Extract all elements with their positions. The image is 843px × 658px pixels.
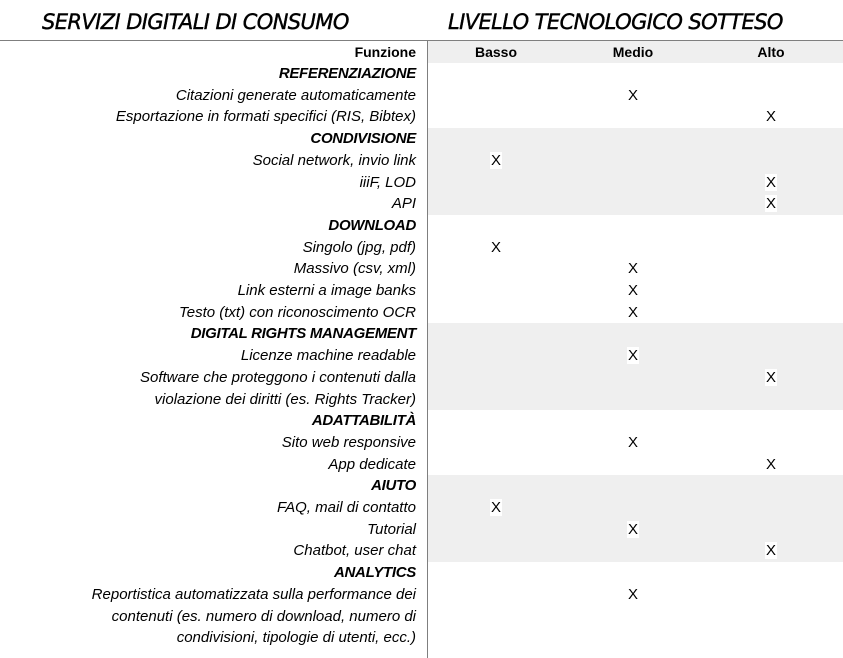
table-row [0,85,843,107]
level-mark-x: X [765,542,776,560]
column-header-row [0,41,843,63]
category-row [0,323,843,345]
table-row [0,367,843,389]
category-row [0,128,843,150]
level-mark-x: X [490,238,501,256]
category-label: REFERENZIAZIONE [278,65,416,82]
table-row [0,258,843,280]
category-label: CONDIVISIONE [310,130,416,148]
col-header-high: Alto [757,44,785,60]
level-mark-x: X [627,303,638,321]
level-mark-x: X [627,260,638,278]
level-mark [603,345,663,367]
level-mark [466,497,526,519]
level-mark [603,85,663,107]
category-row [0,410,843,432]
function-label: Sito web responsive [281,433,416,451]
level-mark-x: X [490,499,501,516]
table-row [0,302,843,324]
level-mark-x: X [765,455,776,473]
table-row [0,497,843,519]
level-mark [741,454,801,476]
table-row [0,454,843,476]
function-label: condivisioni, tipologie di utenti, ecc.) [176,629,416,647]
table-row [0,584,843,606]
function-label: Massivo (csv, xml) [293,260,416,278]
right-section-title: LIVELLO TECNOLOGICO SOTTESO [448,10,783,34]
table-row [0,172,843,194]
function-label: Software che proteggono i contenuti dalla [139,368,416,386]
function-label: iiiF, LOD [359,173,416,191]
table-row [0,280,843,302]
function-label: API [391,195,416,213]
table-row [0,237,843,259]
table-row [0,345,843,367]
function-label: App dedicate [328,455,416,473]
function-label: Citazioni generate automaticamente [175,86,416,104]
category-label: AIUTO [371,477,416,495]
left-section-title: SERVIZI DIGITALI DI CONSUMO [42,10,349,34]
level-mark [466,237,526,259]
level-mark [741,367,801,389]
category-row [0,562,843,584]
level-mark-x: X [627,520,638,538]
level-mark-x: X [627,347,638,365]
level-mark-x: X [627,282,638,299]
level-mark-x: X [627,433,638,451]
function-label: Link esterni a image banks [237,282,416,299]
function-label: violazione dei diritti (es. Rights Tracker) [154,390,416,408]
level-mark-x: X [765,368,776,386]
level-mark [741,193,801,215]
table-row [0,606,843,628]
table-row [0,150,843,172]
category-label: ANALYTICS [333,564,416,582]
level-mark-x: X [490,151,501,169]
level-mark [466,150,526,172]
level-mark-x: X [627,585,638,603]
table-row [0,106,843,128]
level-mark-x: X [765,173,776,191]
table-row [0,540,843,562]
category-row [0,63,843,85]
level-mark-x: X [627,86,638,104]
function-label: Singolo (jpg, pdf) [302,238,416,256]
table-row [0,627,843,649]
function-label: Tutorial [367,520,416,538]
level-mark-x: X [765,195,776,213]
col-header-medium: Medio [612,44,654,60]
category-row [0,475,843,497]
table-row [0,519,843,541]
table-row [0,389,843,411]
level-mark [603,584,663,606]
level-mark [741,106,801,128]
category-row [0,215,843,237]
category-label: DOWNLOAD [328,216,416,234]
category-label: DIGITAL RIGHTS MANAGEMENT [190,325,416,343]
col-header-function: Funzione [354,44,416,60]
category-label: ADATTABILITÀ [311,412,416,430]
function-label: FAQ, mail di contatto [277,499,416,516]
level-mark [603,302,663,324]
level-mark-x: X [765,108,776,126]
col-header-low: Basso [474,44,518,60]
function-label: Reportistica automatizzata sulla performance dei [91,585,416,603]
table-row [0,432,843,454]
level-mark [741,172,801,194]
level-mark [603,258,663,280]
function-label: Testo (txt) con riconoscimento OCR [178,303,416,321]
level-mark [603,280,663,302]
function-label: contenuti (es. numero di download, numero di [111,607,416,625]
function-label: Esportazione in formati specifici (RIS, Bibtex) [115,108,416,126]
function-label: Social network, invio link [252,151,416,169]
level-mark [741,540,801,562]
function-label: Licenze machine readable [240,347,416,365]
table-row [0,193,843,215]
level-mark [603,519,663,541]
function-label: Chatbot, user chat [293,542,416,560]
level-mark [603,432,663,454]
